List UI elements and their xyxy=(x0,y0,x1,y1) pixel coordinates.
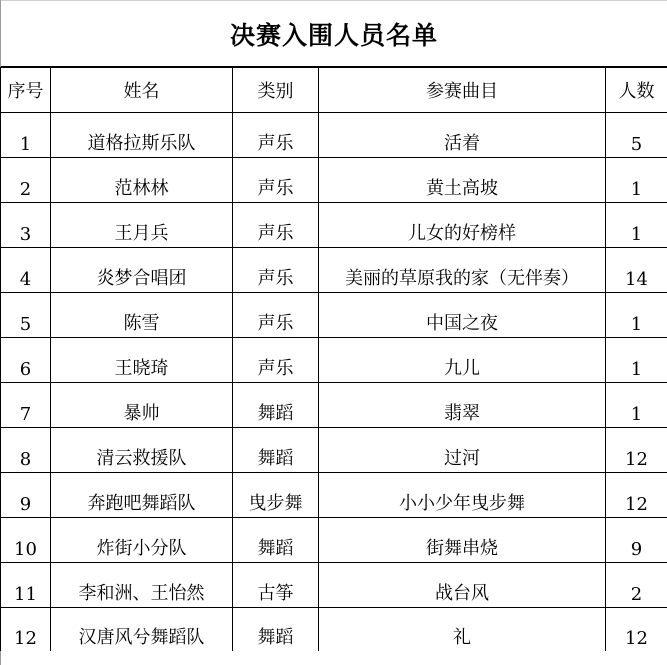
cell-song: 儿女的好榜样 xyxy=(319,203,606,248)
cell-song: 活着 xyxy=(319,113,606,158)
table-row xyxy=(1,158,667,203)
cell-song: 战台风 xyxy=(319,563,606,608)
cell-no: 11 xyxy=(1,563,51,608)
cell-no: 3 xyxy=(1,203,51,248)
table-row xyxy=(1,473,667,518)
cell-song: 礼 xyxy=(319,608,606,651)
cell-count: 12 xyxy=(606,473,667,518)
finalist-table xyxy=(0,67,667,651)
table-row xyxy=(1,563,667,608)
cell-count: 2 xyxy=(606,563,667,608)
header-row xyxy=(1,68,667,113)
cell-song: 黄土高坡 xyxy=(319,158,606,203)
table-row xyxy=(1,428,667,473)
cell-type: 曳步舞 xyxy=(233,473,319,518)
cell-count: 1 xyxy=(606,203,667,248)
cell-count: 14 xyxy=(606,248,667,293)
cell-no: 4 xyxy=(1,248,51,293)
table-row xyxy=(1,338,667,383)
cell-no: 12 xyxy=(1,608,51,651)
cell-count: 12 xyxy=(606,428,667,473)
cell-type: 声乐 xyxy=(233,113,319,158)
header-count: 人数 xyxy=(606,68,667,113)
table-row xyxy=(1,113,667,158)
cell-name: 道格拉斯乐队 xyxy=(51,113,233,158)
cell-count: 5 xyxy=(606,113,667,158)
header-type: 类别 xyxy=(233,68,319,113)
table-row xyxy=(1,293,667,338)
cell-name: 王晓琦 xyxy=(51,338,233,383)
cell-name: 暴帅 xyxy=(51,383,233,428)
cell-no: 6 xyxy=(1,338,51,383)
cell-song: 街舞串烧 xyxy=(319,518,606,563)
header-no: 序号 xyxy=(1,68,51,113)
cell-no: 10 xyxy=(1,518,51,563)
cell-count: 1 xyxy=(606,158,667,203)
cell-song: 过河 xyxy=(319,428,606,473)
table-row xyxy=(1,248,667,293)
header-song: 参赛曲目 xyxy=(319,68,606,113)
cell-no: 5 xyxy=(1,293,51,338)
cell-name: 王月兵 xyxy=(51,203,233,248)
header-name: 姓名 xyxy=(51,68,233,113)
cell-count: 1 xyxy=(606,338,667,383)
table-row xyxy=(1,383,667,428)
cell-no: 8 xyxy=(1,428,51,473)
cell-name: 奔跑吧舞蹈队 xyxy=(51,473,233,518)
cell-type: 声乐 xyxy=(233,248,319,293)
cell-no: 2 xyxy=(1,158,51,203)
cell-song: 小小少年曳步舞 xyxy=(319,473,606,518)
table-row xyxy=(1,203,667,248)
cell-type: 声乐 xyxy=(233,338,319,383)
cell-type: 舞蹈 xyxy=(233,608,319,651)
cell-type: 声乐 xyxy=(233,158,319,203)
cell-name: 炎梦合唱团 xyxy=(51,248,233,293)
cell-type: 声乐 xyxy=(233,293,319,338)
cell-count: 1 xyxy=(606,383,667,428)
cell-song: 翡翠 xyxy=(319,383,606,428)
page-title: 决赛入围人员名单 xyxy=(229,20,438,50)
cell-type: 声乐 xyxy=(233,203,319,248)
cell-song: 美丽的草原我的家（无伴奏） xyxy=(319,248,606,293)
cell-type: 古筝 xyxy=(233,563,319,608)
table-row xyxy=(1,518,667,563)
cell-name: 炸街小分队 xyxy=(51,518,233,563)
cell-name: 汉唐风兮舞蹈队 xyxy=(51,608,233,651)
cell-no: 9 xyxy=(1,473,51,518)
cell-name: 范林林 xyxy=(51,158,233,203)
cell-count: 1 xyxy=(606,293,667,338)
cell-count: 9 xyxy=(606,518,667,563)
cell-song: 九儿 xyxy=(319,338,606,383)
cell-name: 陈雪 xyxy=(51,293,233,338)
cell-count: 12 xyxy=(606,608,667,651)
table-row xyxy=(1,608,667,651)
cell-no: 7 xyxy=(1,383,51,428)
cell-name: 李和洲、王怡然 xyxy=(51,563,233,608)
cell-type: 舞蹈 xyxy=(233,383,319,428)
cell-type: 舞蹈 xyxy=(233,518,319,563)
cell-no: 1 xyxy=(1,113,51,158)
cell-name: 清云救援队 xyxy=(51,428,233,473)
title-row xyxy=(1,0,667,67)
cell-song: 中国之夜 xyxy=(319,293,606,338)
cell-type: 舞蹈 xyxy=(233,428,319,473)
